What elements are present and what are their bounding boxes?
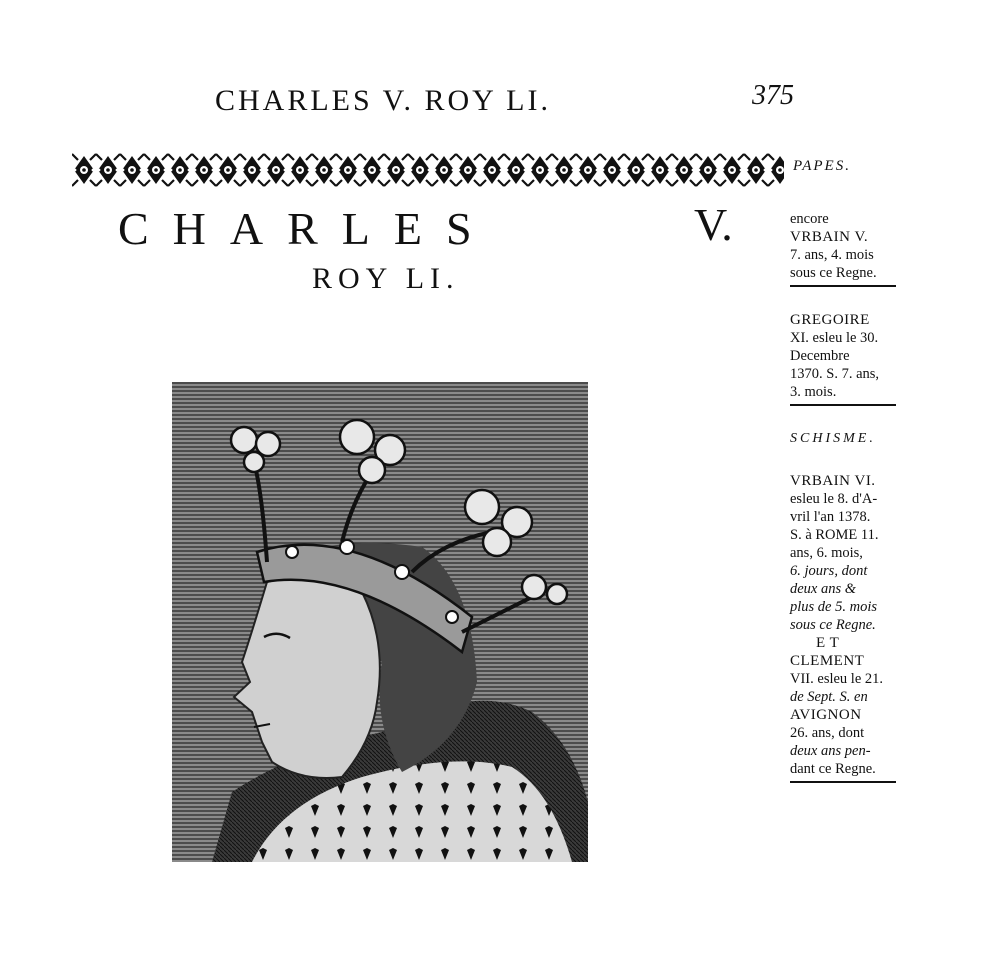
entry-line: deux ans pen- [790, 743, 871, 759]
entry-gregoire-xi [790, 311, 910, 406]
ornamental-band [72, 150, 784, 190]
schisme-heading: SCHISME. [790, 431, 876, 446]
entry-line: GREGOIRE [790, 312, 870, 328]
entry-line: XI. esleu le 30. [790, 330, 879, 346]
entry-line: encore [790, 211, 829, 227]
title-main: CHARLES [118, 203, 496, 254]
entry-line: 1370. S. 7. ans, [790, 366, 880, 382]
title-sub: ROY LI. [312, 262, 460, 295]
entry-line: sous ce Regne. [790, 617, 876, 633]
entry-line: plus de 5. mois [790, 599, 877, 615]
entry-line: S. à ROME 11. [790, 527, 879, 543]
entry-line: VII. esleu le 21. [790, 671, 884, 687]
entry-line: de Sept. S. en [790, 689, 868, 705]
page-number: 375 [752, 80, 794, 111]
entry-urbain-v [790, 210, 910, 287]
entry-line: ans, 6. mois, [790, 545, 863, 561]
portrait-engraving [172, 382, 588, 862]
entry-urbain-vi [790, 472, 910, 652]
entry-line: AVIGNON [790, 707, 862, 723]
entry-line: dant ce Regne. [790, 761, 876, 777]
et-line: E T [816, 635, 840, 651]
entry-line: VRBAIN V. [790, 229, 869, 245]
entry-line: CLEMENT [790, 653, 865, 669]
entry-line: sous ce Regne. [790, 265, 877, 281]
running-head: CHARLES V. ROY LI. [215, 84, 551, 117]
papes-sidebar [790, 210, 910, 783]
entry-clement-vii [790, 652, 910, 783]
title-roman: V. [694, 199, 733, 250]
entry-line: Decembre [790, 348, 850, 364]
divider-rule [790, 781, 896, 783]
entry-schisme [790, 430, 910, 448]
entry-line: 26. ans, dont [790, 725, 865, 741]
entry-line: 3. mois. [790, 384, 837, 400]
entry-line: vril l'an 1378. [790, 509, 871, 525]
entry-line: VRBAIN VI. [790, 473, 876, 489]
entry-line: deux ans & [790, 581, 857, 597]
entry-line: 6. jours, dont [790, 563, 868, 579]
entry-line: esleu le 8. d'A- [790, 491, 878, 507]
entry-line: 7. ans, 4. mois [790, 247, 874, 263]
sidebar-heading: PAPES. [793, 158, 851, 174]
